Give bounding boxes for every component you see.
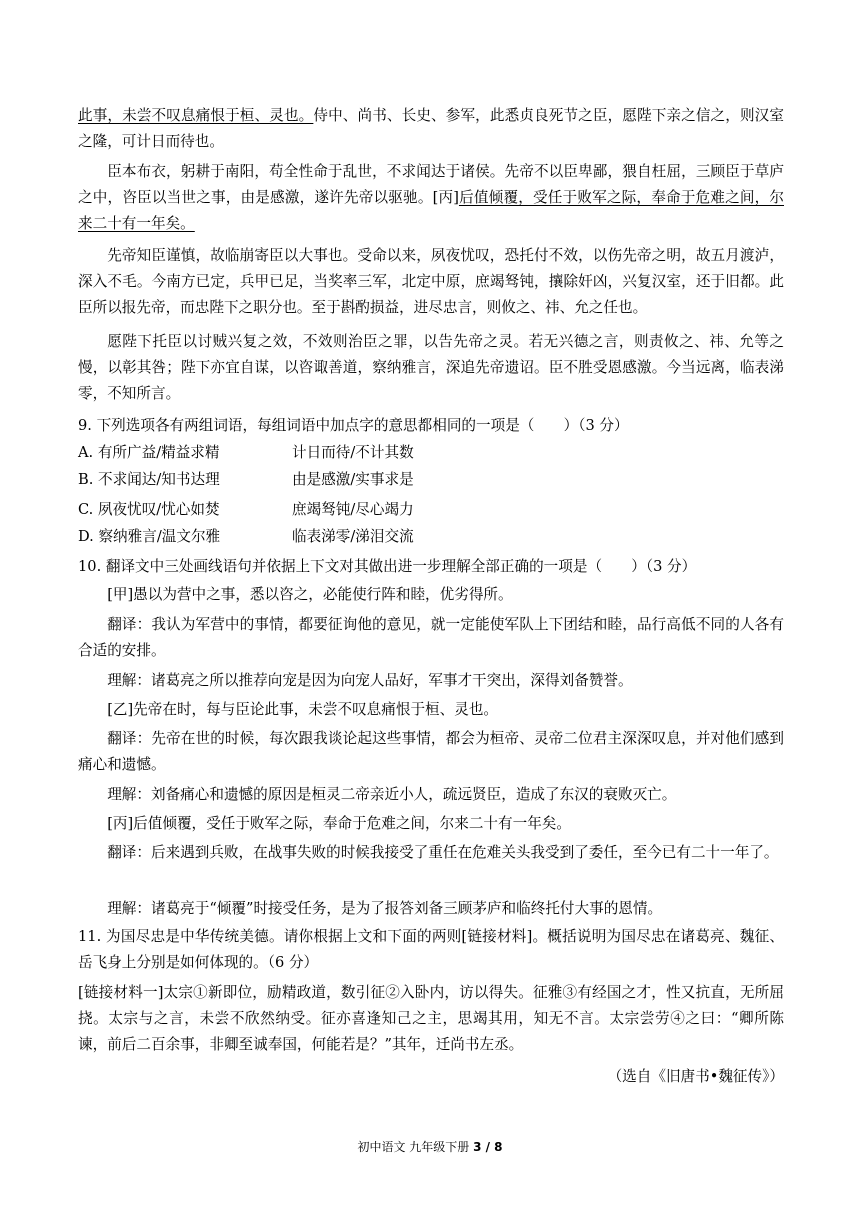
- q9-option-d: [78, 524, 784, 550]
- q9-option-a-left: A. 有所广益/精益求精: [78, 444, 220, 461]
- q9-option-a: [78, 440, 784, 466]
- passage-paragraph-4: 愿陛下托臣以讨贼兴复之效，不效则治臣之罪，以告先帝之灵。若无兴德之言，则责攸之、祎、允等之慢，以彰其咎；陛下亦宜自谋，以咨诹善道，察纳雅言，深追先帝遗诏。臣不胜受恩感激。今当远离，临表涕零，不知所言。: [78, 333, 784, 402]
- q9-option-c-left: C. 夙夜忧叹/忧心如焚: [78, 501, 220, 518]
- question-9-stem: 9. 下列选项各有两组词语，每组词语中加点字的意思都相同的一项是（ ）（3 分）: [78, 417, 629, 434]
- q9-option-b-left: B. 不求闻达/知书达理: [78, 471, 220, 488]
- q11-link-material-1: [链接材料一]太宗①新即位，励精政道，数引征②入卧内，访以得失。征雅③有经国之才，性又抗直，无所屈挠。太宗与之言，未尝不欣然纳受。征亦喜逢知己之主，思竭其用，知无不言。太宗尝劳④之曰：“卿所陈谏，前后二百余事，非卿至诚奉国，何能若是？”其年，迁尚书左丞。: [78, 984, 784, 1053]
- q9-option-b-right: 由是感激/实事求是: [292, 471, 414, 488]
- question-11-stem: 11. 为国尽忠是中华传统美德。请你根据上文和下面的两则[链接材料]。概括说明为国尽忠在诸葛亮、魏征、岳飞身上分别是如何体现的。（6 分）: [78, 928, 784, 971]
- material-source: （选自《旧唐书•魏征传》）: [607, 1068, 784, 1085]
- q9-option-a-right: 计日而待/不计其数: [292, 444, 414, 461]
- q10-jia-understanding: 理解：诸葛亮之所以推荐向宠是因为向宠人品好，军事才干突出，深得刘备赞誉。: [107, 672, 633, 689]
- q10-jia-sentence: [甲]愚以为营中之事，悉以咨之，必能使行阵和睦，优劣得所。: [107, 586, 513, 603]
- q9-option-d-left: D. 察纳雅言/温文尔雅: [78, 528, 221, 545]
- q9-option-c: [78, 497, 784, 523]
- q10-yi-sentence: [乙]先帝在时，每与臣论此事，未尝不叹息痛恨于桓、灵也。: [107, 701, 499, 718]
- page-number: 3 / 8: [473, 1140, 503, 1154]
- q10-bing-understanding: 理解：诸葛亮于“倾覆”时接受任务，是为了报答刘备三顾茅庐和临终托付大事的恩情。: [107, 900, 663, 917]
- q10-yi-understanding: 理解：刘备痛心和遗憾的原因是桓灵二帝亲近小人，疏远贤臣，造成了东汉的衰败灭亡。: [107, 786, 677, 803]
- q9-option-b: [78, 467, 784, 493]
- q10-bing-sentence: [丙]后值倾覆，受任于败军之际，奉命于危难之间，尔来二十有一年矣。: [107, 815, 571, 832]
- q9-option-c-right: 庶竭驽钝/尽心竭力: [292, 501, 414, 518]
- passage-paragraph-1: 此事，未尝不叹息痛恨于桓、灵也。侍中、尚书、长史、参军，此悉贞良死节之臣，愿陛下亲之信之，则汉室之隆，可计日而待也。: [78, 107, 784, 150]
- q9-option-d-right: 临表涕零/涕泪交流: [292, 528, 414, 545]
- underlined-sentence-yi: 此事，未尝不叹息痛恨于桓、灵也。: [78, 107, 314, 124]
- q10-yi-translation: 翻译：先帝在世的时候，每次跟我谈论起这些事情，都会为桓帝、灵帝二位君主深深叹息，并对他们感到痛心和遗憾。: [78, 730, 784, 773]
- passage-paragraph-2: 臣本布衣，躬耕于南阳，苟全性命于乱世，不求闻达于诸侯。先帝不以臣卑鄙，猥自枉屈，三顾臣于草庐之中，咨臣以当世之事，由是感激，遂许先帝以驱驰。[丙]后值倾覆，受任于败军之际，奉命于危难之间，尔来二十有一年矣。: [78, 163, 784, 232]
- footer-label: 初中语文 九年级下册: [357, 1140, 474, 1154]
- q10-bing-translation: 翻译：后来遇到兵败，在战事失败的时候我接受了重任在危难关头我受到了委任，至今已有二十一年了。: [107, 844, 779, 861]
- q10-jia-translation: 翻译：我认为军营中的事情，都要征询他的意见，就一定能使军队上下团结和睦，品行高低不同的人各有合适的安排。: [78, 616, 784, 659]
- underlined-sentence-bing: 后值倾覆，受任于败军之际，奉命于危难之间，尔来二十有一年矣。: [78, 189, 784, 232]
- passage-paragraph-3: 先帝知臣谨慎，故临崩寄臣以大事也。受命以来，夙夜忧叹，恐托付不效，以伤先帝之明，故五月渡泸，深入不毛。今南方已定，兵甲已足，当奖率三军，北定中原，庶竭驽钝，攘除奸凶，兴复汉室，还于旧都。此臣所以报先帝，而忠陛下之职分也。至于斟酌损益，进尽忠言，则攸之、祎、允之任也。: [78, 247, 784, 316]
- question-10-stem: 10. 翻译文中三处画线语句并依据上下文对其做出进一步理解全部正确的一项是（ ）（3 分）: [78, 558, 697, 575]
- page-footer: [0, 1138, 860, 1155]
